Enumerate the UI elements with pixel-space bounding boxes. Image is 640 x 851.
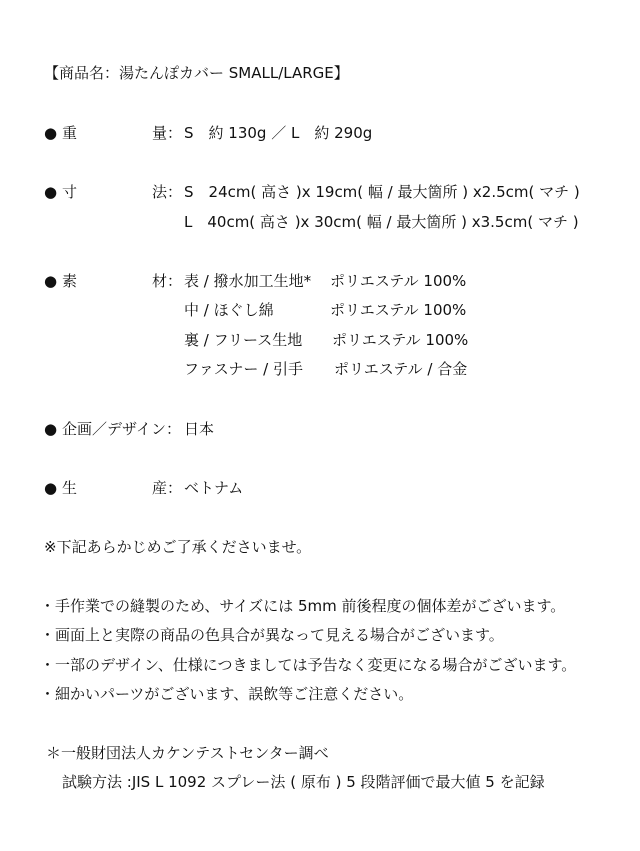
product-name: 【商品名：湯たんぽカバー SMALL/LARGE】 — [44, 64, 349, 82]
notice-item: ・手作業での縫製のため、サイズには 5mm 前後程度の個体差がございます。 — [40, 597, 566, 615]
material-fabric: ポリエステル / 合金 — [334, 360, 468, 378]
dimensions-row-small: S 24cm( 高さ )x 19cm( 幅 / 最大箇所 ) x2.5cm( マチ ) — [184, 183, 580, 201]
material-label-a: 素 — [62, 272, 78, 290]
footnote-test-method: 試験方法 :JIS L 1092 スプレー法 ( 原布 ) 5 段階評価で最大値 5 を記録 — [62, 773, 545, 791]
material-fabric: ポリエステル 100% — [330, 301, 467, 319]
material-part: 表 / 撥水加工生地* — [184, 272, 312, 290]
material-fabric: ポリエステル 100% — [332, 331, 469, 349]
notice-item: ・一部のデザイン、仕様につきましては予告なく変更になる場合がございます。 — [40, 656, 577, 674]
material-label-b: 材： — [152, 272, 183, 290]
planning-label: 企画／デザイン： — [62, 420, 181, 438]
bullet-icon: ● — [44, 479, 58, 497]
bullet-icon: ● — [44, 420, 58, 438]
dimensions-label-a: 寸 — [62, 183, 78, 201]
footnote-source: ＊一般財団法人カケンテストセンター調べ — [46, 744, 329, 762]
notice-item: ・画面上と実際の商品の色具合が異なって見える場合がございます。 — [40, 626, 504, 644]
material-fabric: ポリエステル 100% — [330, 272, 467, 290]
notice-item: ・細かいパーツがございます、誤飲等ご注意ください。 — [40, 685, 414, 703]
material-part: 中 / ほぐし綿 — [184, 301, 274, 319]
bullet-icon: ● — [44, 124, 58, 142]
dimensions-row-large: L 40cm( 高さ )x 30cm( 幅 / 最大箇所 ) x3.5cm( マチ ) — [184, 213, 579, 231]
weight-label-b: 量： — [152, 124, 183, 142]
bullet-icon: ● — [44, 183, 58, 201]
material-part: 裏 / フリース生地 — [184, 331, 303, 349]
origin-value: ベトナム — [184, 479, 244, 497]
material-part: ファスナー / 引手 — [184, 360, 303, 378]
planning-value: 日本 — [184, 420, 215, 438]
origin-label-a: 生 — [62, 479, 78, 497]
notice-heading: ※下記あらかじめご了承くださいませ。 — [44, 538, 312, 556]
dimensions-label-b: 法： — [152, 183, 183, 201]
origin-label-b: 産： — [152, 479, 183, 497]
bullet-icon: ● — [44, 272, 58, 290]
weight-value: S 約 130g ／ L 約 290g — [184, 124, 373, 142]
weight-label-a: 重 — [62, 124, 78, 142]
